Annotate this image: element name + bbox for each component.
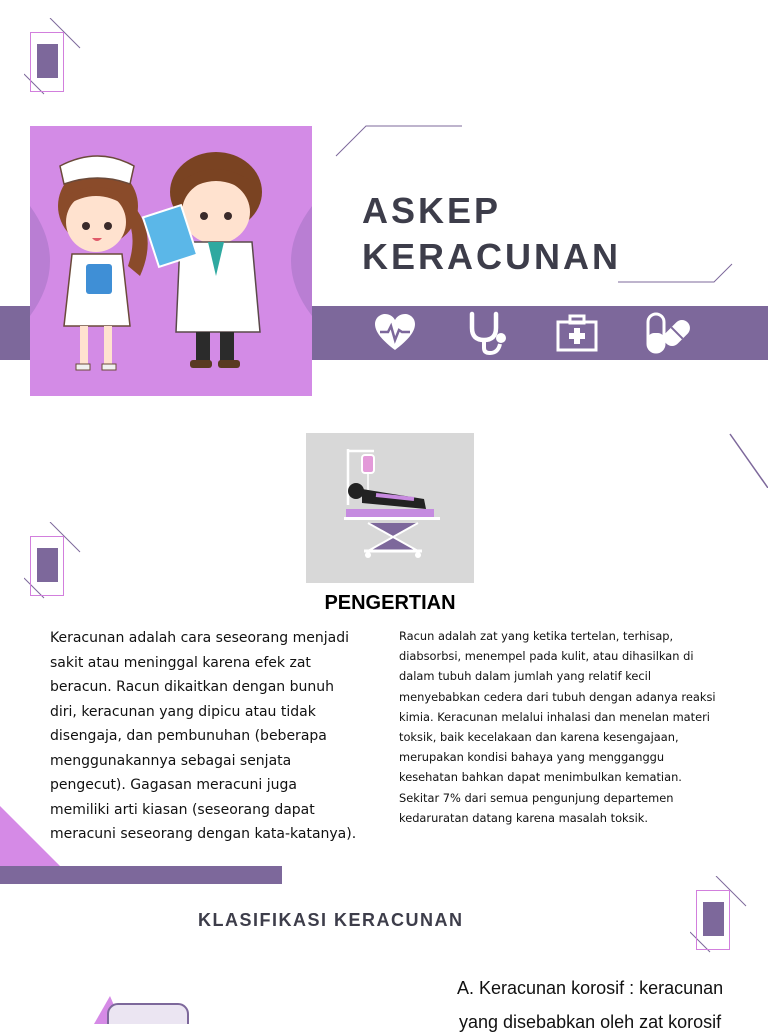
paragraph-right: Racun adalah zat yang ketika tertelan, terhisap, diabsorbsi, menempel pada kulit, atau dihasilkan di dalam tubuh dalam jumlah yang relatif kecil menyebabkan cedera dari tubuh dengan adanya reaksi kimia. Keracunan melalui inhalasi dan menelan materi toksik, baik kecelakaan dan karena kesengajaan, merupakan kondisi bahaya yang mengganggu kesehatan bahkan dapat menimbulkan kematian. Sekitar 7% dari semua pengunjung departemen kedaruratan datang karena masalah toksik. (399, 629, 716, 825)
section-heading-pengertian: PENGERTIAN (324, 592, 456, 614)
first-aid-kit-icon (554, 310, 600, 356)
section-heading-klasifikasi: KLASIFIKASI KERACUNAN (198, 910, 464, 930)
patient-bed-illustration (306, 433, 474, 583)
decorative-shape-bottom (94, 996, 194, 1024)
decorative-triangle-left (0, 806, 62, 868)
stethoscope-icon (464, 310, 510, 356)
cover-title (362, 188, 621, 280)
decorative-frame-top-left (24, 22, 84, 92)
divider-bar (0, 866, 282, 884)
decorative-line-title (616, 262, 736, 286)
pills-icon (644, 310, 690, 356)
paragraph-left: Keracunan adalah cara seseorang menjadi sakit atau meninggal karena efek zat beracun. Racun dikaitkan dengan bunuh diri, keracunan yang dipicu atau tidak disengaja, dan pembunuhan (beberapa menggunakannya sebagai senjata pengecut). Gagasan meracuni juga memiliki arti kiasan (seseorang dapat meracuni seseorang dengan kata-katanya). (50, 630, 357, 842)
item-a-line1: A. Keracunan korosif : keracunan (457, 978, 724, 998)
cover-title-line1: ASKEP (362, 190, 502, 231)
hero-illustration (30, 126, 312, 396)
item-a-line2: yang disebabkan oleh zat korosif (459, 1012, 722, 1032)
cover-title-line2: KERACUNAN (362, 236, 621, 277)
decorative-line-right (728, 432, 768, 488)
decorative-frame-right (690, 880, 750, 950)
heart-pulse-icon (372, 310, 418, 356)
decorative-line-top (334, 124, 464, 158)
decorative-frame-mid-left (24, 526, 84, 596)
